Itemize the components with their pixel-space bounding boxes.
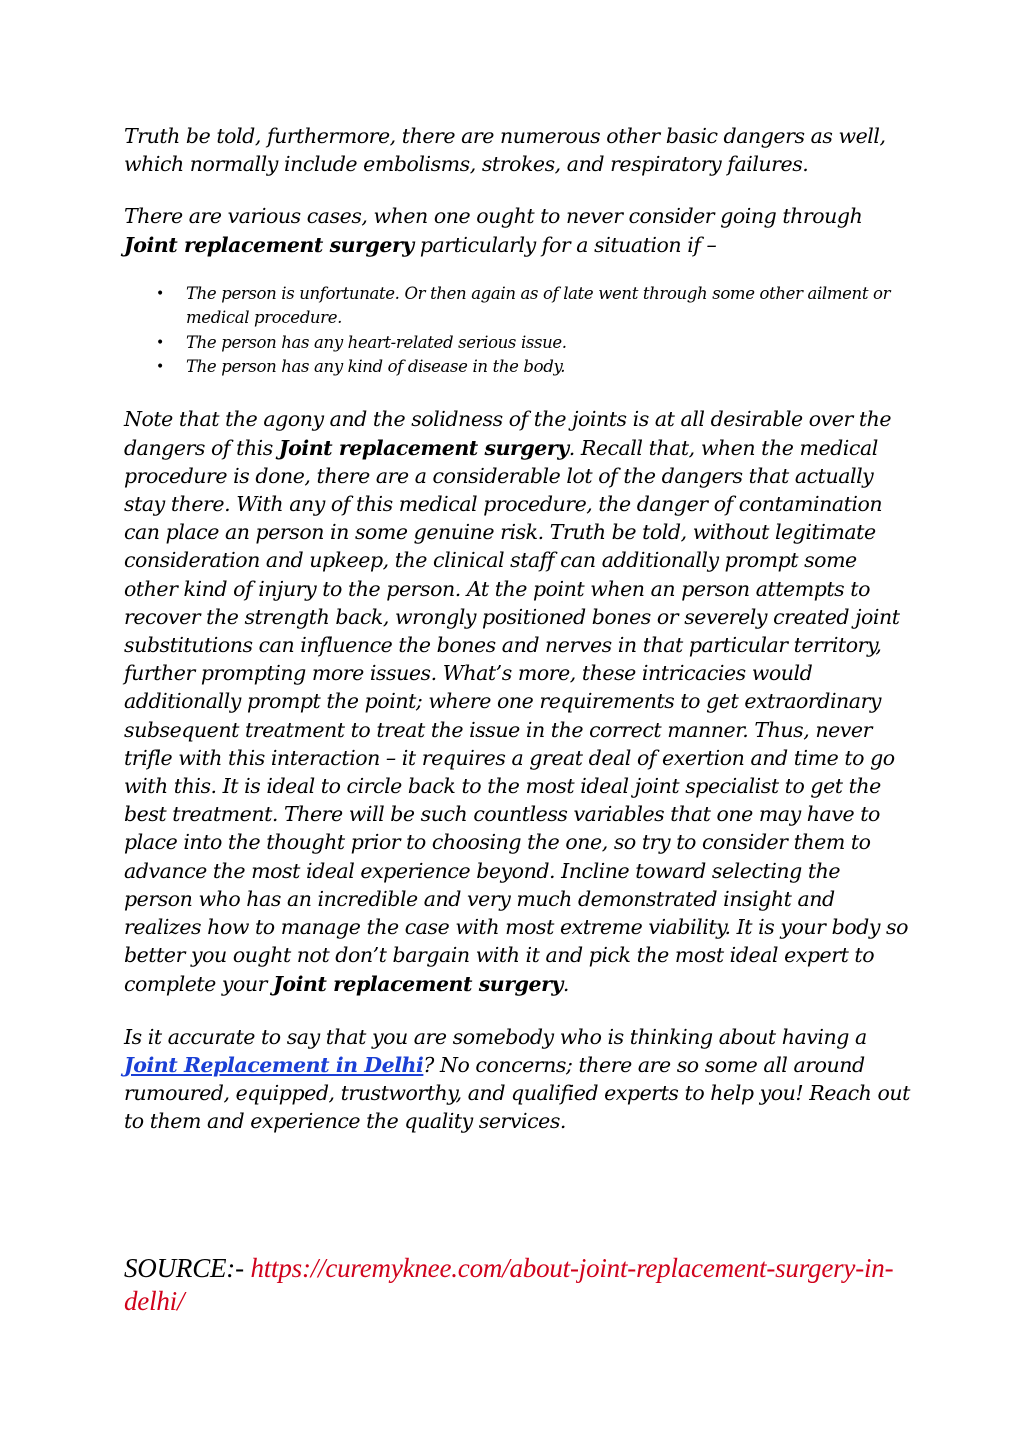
source-label: SOURCE:-: [124, 1253, 251, 1283]
bullet-icon: •: [156, 285, 164, 302]
list-item: [156, 331, 914, 355]
source-line: [124, 1252, 914, 1318]
list-item: [156, 282, 914, 331]
source-url[interactable]: https://curemyknee.com/about-joint-replacement-surgery-in-delhi/: [124, 1253, 894, 1316]
agony-text-end: .: [562, 971, 569, 996]
bullet-icon: •: [156, 359, 164, 376]
cases-text: There are various cases, when one ought to never consider going through: [124, 204, 863, 229]
keyword-joint-replacement: Joint replacement surgery: [278, 435, 569, 460]
paragraph-agony: [124, 405, 914, 997]
list-item-text: The person has any heart-related serious issue.: [186, 332, 567, 352]
keyword-joint-replacement: Joint replacement surgery: [124, 232, 414, 257]
keyword-joint-replacement: Joint replacement surgery: [273, 971, 563, 996]
body-text: [124, 122, 914, 1136]
bullet-icon: •: [156, 334, 164, 351]
conditions-list: [124, 282, 914, 380]
joint-replacement-delhi-link[interactable]: Joint Replacement in Delhi: [124, 1052, 424, 1077]
paragraph-dangers: Truth be told, furthermore, there are numerous other basic dangers as well, which normally include embolisms, strokes, and respiratory failures.: [124, 124, 886, 177]
list-item-text: The person is unfortunate. Or then again as of late went through some other ailment or medical procedure.: [186, 283, 891, 328]
cases-text-end: particularly for a situation if –: [413, 232, 717, 257]
delhi-text: Is it accurate to say that you are somebody who is thinking about having a: [124, 1024, 867, 1049]
list-item: [156, 355, 914, 379]
agony-text: Note that the agony and the solidness of the joints is at all desirable over the dangers of this: [124, 407, 892, 460]
agony-text-middle: . Recall that, when the medical procedure is done, there are a considerable lot of the dangers that actually stay there. With any of this medical procedure, the danger of contamination can place an person in some genuine risk. Truth be told, without legitimate consideration and upkeep, the clinical staff can additionally prompt some other kind of injury to the person. At the point when an person attempts to recover the strength back, wrongly positioned bones or severely created joint substitutions can influence the bones and nerves in that particular territory, further prompting more issues. What’s more, these intricacies would additionally prompt the point; where one requirements to get extraordinary subsequent treatment to treat the issue in the correct manner. Thus, never trifle with this interaction – it requires a great deal of exertion and time to go with this. It is ideal to circle back to the most ideal joint specialist to get the best treatment. There will be such countless variables that one may have to place into the thought prior to choosing the one, so try to consider them to advance the most ideal experience beyond. Incline toward selecting the person who has an incredible and very much demonstrated insight and realizes how to manage the case with most extreme viability. It is your body so better you ought not don’t bargain with it and pick the most ideal expert to complete your: [124, 435, 908, 996]
delhi-text-end: ? No concerns; there are so some all around rumoured, equipped, trustworthy, and qualified experts to help you! Reach out to them and experience the quality services.: [124, 1052, 910, 1134]
list-item-text: The person has any kind of disease in the body.: [186, 357, 566, 377]
paragraph-delhi: [124, 1023, 914, 1136]
paragraph-cases: [124, 202, 914, 258]
